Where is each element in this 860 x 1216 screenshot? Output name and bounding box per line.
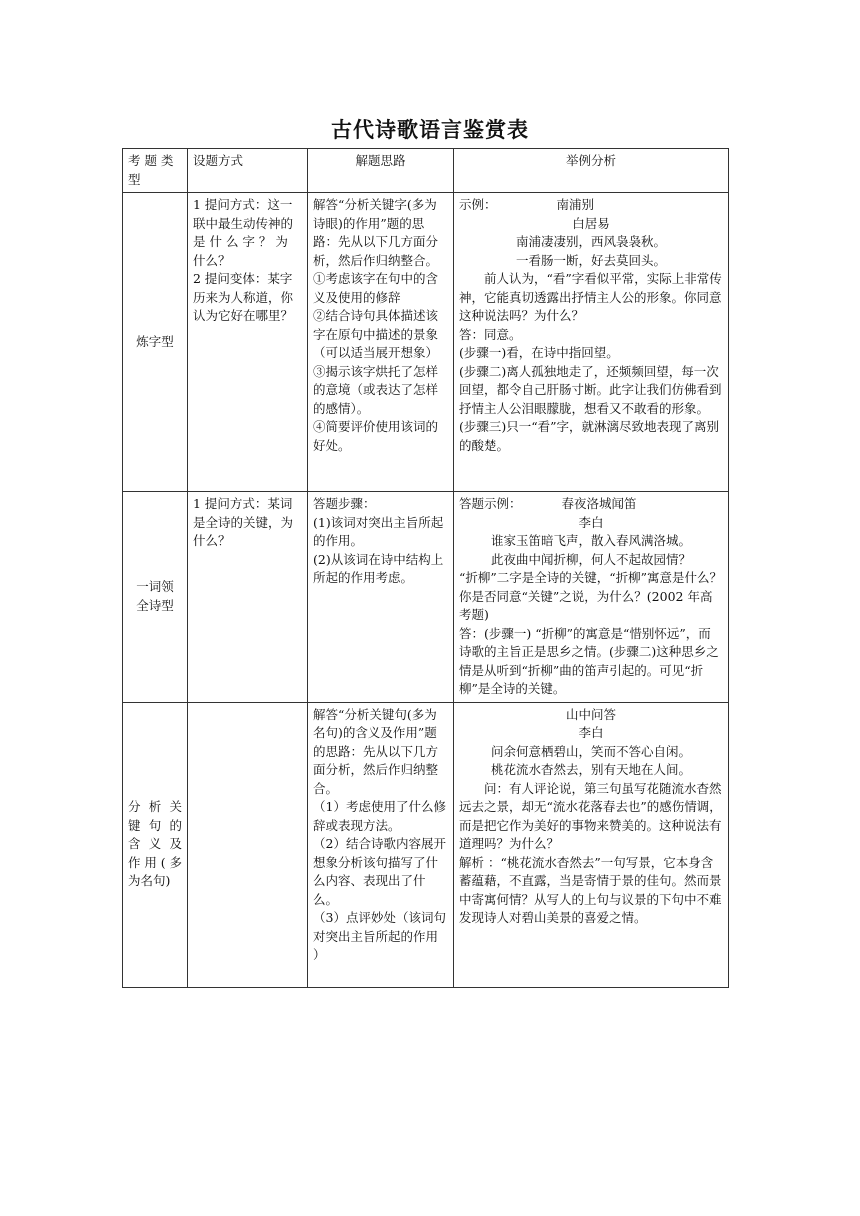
approach-line: （2）结合诗歌内容展开想象分析该句描写了什么内容、表现出了什么。 [313, 836, 446, 907]
header-type: 考 题 类型 [123, 149, 188, 193]
answer-line: (步骤一)看，在诗中指回望。 [459, 345, 619, 360]
poem-author: 白居易 [572, 215, 610, 231]
approach-line: 解答“分析关键句(多为名句)的含义及作用”题的思路：先从以下几方面分析，然后作归纳整合。 [313, 706, 439, 796]
poem-line: 谁家玉笛暗飞声，散入春风满洛城。 [490, 533, 691, 548]
method-line: 1 提问方式：某词是全诗的关键，为什么？ [193, 496, 294, 548]
approach-line: 答题步骤： [313, 496, 376, 511]
header-approach: 解题思路 [308, 149, 454, 193]
example-question: “折柳”二字是全诗的关键，“折柳”寓意是什么？你是否同意“关键”之说，为什么？(2002 年高考题) [459, 570, 723, 622]
row-type: 炼字型 [123, 193, 188, 492]
poem-title: 南浦别 [556, 197, 595, 212]
row-example [454, 492, 729, 703]
example-lead: 示例： [459, 197, 497, 212]
poem-line: 桃花流水杳然去，别有天地在人间。 [490, 762, 691, 777]
row-approach [308, 193, 454, 492]
example-lead: 答题示例： [459, 496, 522, 511]
table-header-row [123, 149, 729, 193]
approach-line: ③揭示该字烘托了怎样的意境（或表达了怎样的感情）。 [313, 363, 439, 416]
row-example [454, 702, 729, 987]
approach-line: （3）点评妙处（该词句对突出主旨所起的作用 ） [313, 910, 446, 962]
poem-line: 一看肠一断，好去莫回头。 [515, 252, 666, 268]
row-type-line: 一词领 [136, 579, 174, 595]
row-example [454, 193, 729, 492]
appreciation-table [122, 148, 729, 988]
header-example: 举例分析 [454, 149, 729, 193]
answer-line: 答：同意。 [459, 326, 522, 342]
approach-line: ①考虑该字在句中的含义及使用的修辞 [313, 271, 439, 305]
approach-line: (1)该词对突出主旨所起的作用。 [313, 514, 444, 548]
example-question: 问：有人评论说，第三句虽写花随流水杳然远去之景，却无“流水花落春去也”的感伤情调，而是把它作为美好的事物来赞美的。这种说法有道理吗？为什么？ [459, 780, 722, 851]
poem-line: 南浦凄凄别，西风袅袅秋。 [515, 234, 666, 249]
table-row [123, 492, 729, 703]
row-type-line: 全诗型 [136, 597, 174, 613]
approach-line: 解答“分析关键字(多为诗眼)的作用”题的思路：先从以下几方面分析，然后作归纳整合。 [313, 197, 439, 268]
page-title: 古代诗歌语言鉴赏表 [331, 117, 529, 142]
example-question: 前人认为，“看”字看似平常，实际上非常传神，它能真切透露出抒情主人公的形象。你同意这种说法吗？为什么？ [459, 271, 722, 323]
poem-author: 李白 [578, 725, 604, 740]
row-method [188, 702, 308, 987]
answer-line: (步骤三)只一“看”字，就淋漓尽致地表现了离别的酸楚。 [459, 419, 720, 453]
poem-author: 李白 [578, 514, 604, 530]
header-method: 设题方式 [188, 149, 308, 193]
poem-title: 春夜洛城闻笛 [561, 496, 637, 511]
answer-line: 答：(步骤一) “折柳”的寓意是“惜别怀远”，而诗歌的主旨正是思乡之情。(步骤二)这种思乡之情是从听到“折柳”曲的笛声引起的。可见“折柳”是全诗的关键。 [459, 625, 719, 696]
table-row [123, 193, 729, 492]
row-method [188, 492, 308, 703]
row-type: 分 析 关 键 句 的 含 义 及 作用(多为名句) [123, 702, 188, 987]
answer-line: 解析 ：“桃花流水杳然去”一句写景，它本身含蓄蕴藉，不直露，当是寄情于景的佳句。然而景中寄寓何情？从写人的上句与议景的下句中不难发现诗人对碧山美景的喜爱之情。 [459, 854, 722, 925]
answer-line: (步骤二)离人孤独地走了，还频频回望，每一次回望，都令自己肝肠寸断。此字让我们仿佛看到抒情主人公泪眼朦胧，想看又不敢看的形象。 [459, 363, 722, 416]
method-line: 1 提问方式：这一联中最生动传神的是 什 么 字 ？ 为 什么？ [193, 197, 294, 268]
approach-line: ④简要评价使用该词的好处。 [313, 419, 439, 453]
method-line: 2 提问变体：某字历来为人称道，你认为它好在哪里？ [193, 271, 294, 323]
approach-line: ②结合诗句具体描述该字在原句中描述的景象（可以适当展开想象） [313, 308, 439, 360]
poem-title: 山中问答 [565, 706, 616, 722]
row-approach [308, 702, 454, 987]
approach-line: (2)从该词在诗中结构上所起的作用考虑。 [313, 551, 444, 585]
table-row [123, 702, 729, 987]
row-type [123, 492, 188, 703]
row-approach [308, 492, 454, 703]
row-method [188, 193, 308, 492]
approach-line: （1）考虑使用了什么修辞或表现方法。 [313, 799, 446, 833]
poem-line: 此夜曲中闻折柳，何人不起故园情？ [490, 551, 691, 567]
poem-line: 问余何意栖碧山，笑而不答心自闲。 [490, 743, 691, 759]
